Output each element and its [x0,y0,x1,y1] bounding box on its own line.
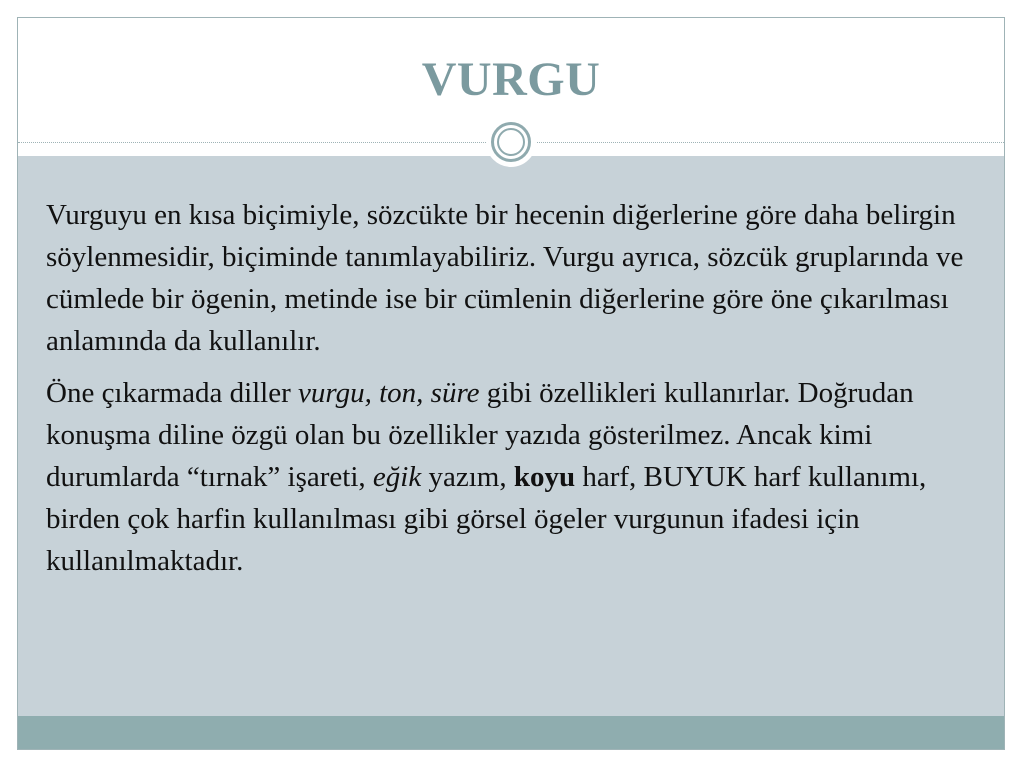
ring-inner [497,128,525,156]
slide [17,17,1005,750]
paragraph-2 [46,372,976,582]
paragraph-2-closing: harf, BUYUK harf kullanımı, birden çok harfin kullanılması gibi görsel ögeler vurgunun ifadesi için kullanılmaktadır. [46,461,927,577]
paragraph-2-after-terms: gibi özellikleri kullanırlar. Doğrudan konuşma diline özgü olan bu özellikler yazıda gösterilmez. Ancak kimi durumlarda “tırnak” işareti, [46,377,914,493]
body-content [46,194,976,592]
footer-band [18,716,1004,750]
paragraph-2-intro: Öne çıkarmada diller [46,377,299,409]
double-ring-icon [486,117,536,167]
slide-title: VURGU [421,53,601,106]
italic-word: eğik [372,461,422,493]
italic-terms: vurgu, ton, süre [298,377,480,409]
body-panel [18,156,1004,716]
bold-word: koyu [513,461,576,493]
paragraph-1: Vurguyu en kısa biçimiyle, sözcükte bir hecenin diğerlerine göre daha belirgin söylenmesidir, biçiminde tanımlayabiliriz. Vurgu ayrıca, sözcük gruplarında ve cümlede bir ögenin, metinde ise bir cümlenin diğerlerine göre öne çıkarılması anlamında da kullanılır. [46,199,964,357]
paragraph-2-after-italic: yazım, [421,461,514,493]
